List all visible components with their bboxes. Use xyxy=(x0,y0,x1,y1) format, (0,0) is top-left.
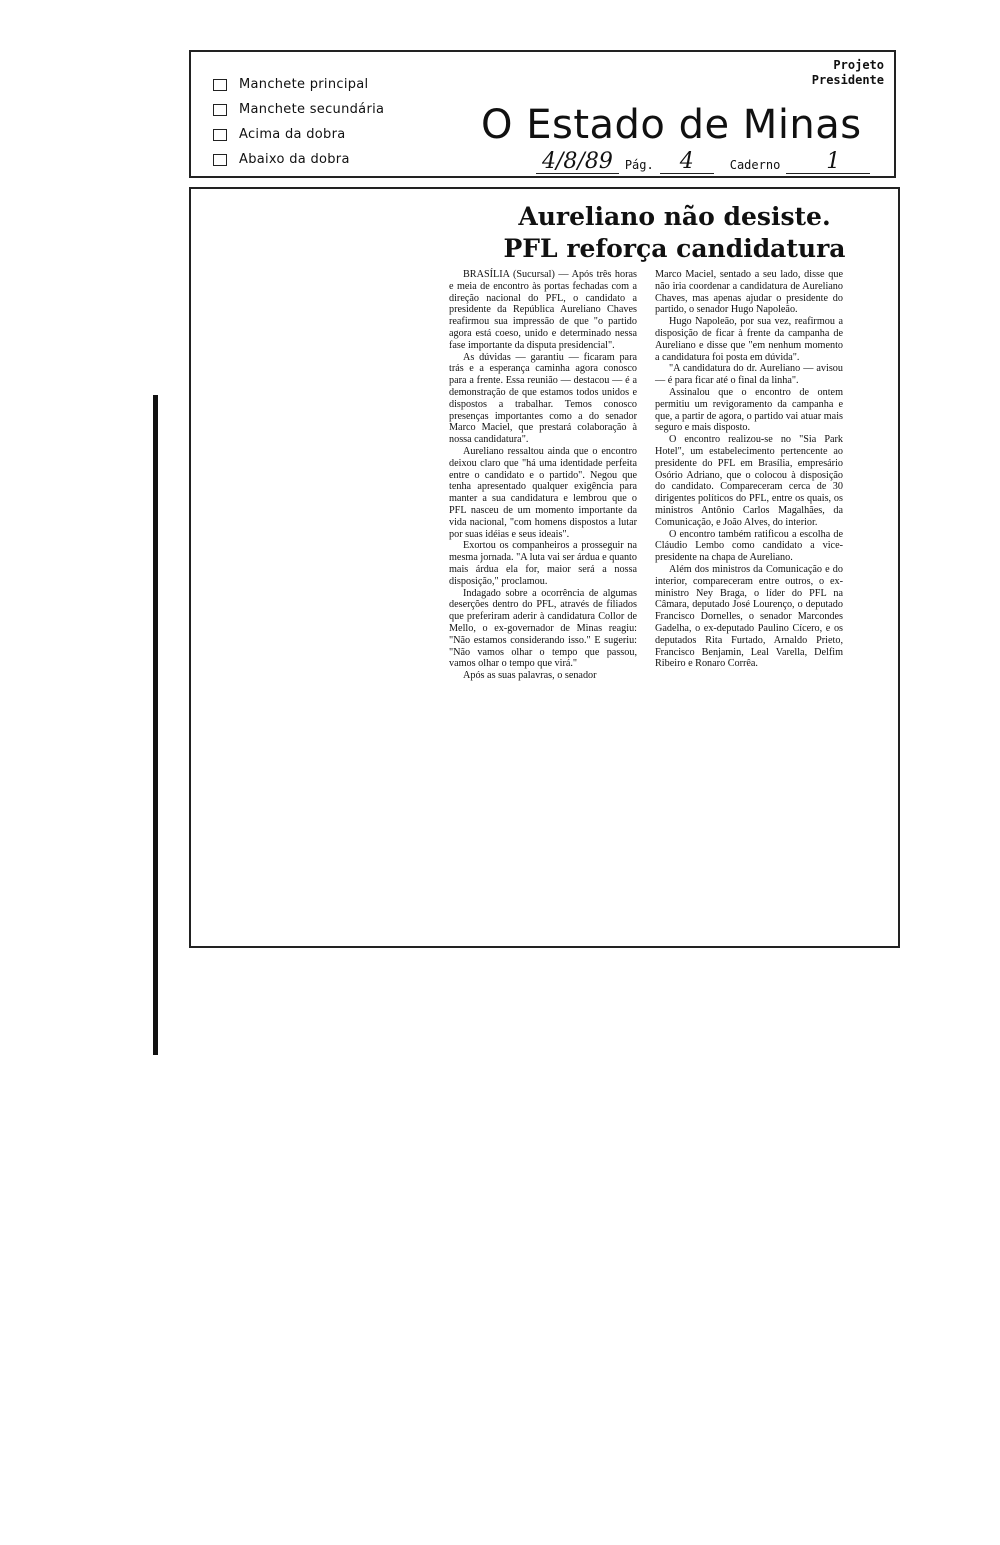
paragraph: As dúvidas — garantiu — ficaram para trás e a esperança caminha agora conosco para a frente. Essa reunião — destacou — é a demonstração de que estamos todos unidos e dispostos a trabalhar. Temos conosco presenças importantes como a do senador Marco Maciel, que prestará colaboração à nossa candidatura". xyxy=(449,351,637,446)
checkbox-icon xyxy=(213,79,227,91)
checklist-label: Manchete secundária xyxy=(239,102,385,117)
headline-line-1: Aureliano não desiste. xyxy=(518,202,831,231)
article-clipping xyxy=(189,187,900,948)
checklist-item-manchete-principal xyxy=(213,72,384,97)
paragraph: "A candidatura do dr. Aureliano — avisou — é para ficar até o final da linha". xyxy=(655,363,843,387)
headline-line-2: PFL reforça candidatura xyxy=(503,234,846,263)
paragraph: Marco Maciel, sentado a seu lado, disse que não iria coordenar a candidatura de Aureliano Chaves, mas apenas ajudar o presidente do partido, o senador Hugo Napoleão. xyxy=(655,269,843,316)
page-value: 4 xyxy=(660,151,714,174)
checklist-item-manchete-secundaria xyxy=(213,97,384,122)
scan-edge-bar xyxy=(153,395,158,1055)
paragraph: Hugo Napoleão, por sua vez, reafirmou a disposição de ficar à frente da campanha de Aureliano e disse que "em nenhum momento a candidatura foi posta em dúvida". xyxy=(655,316,843,363)
paragraph: Após as suas palavras, o senador xyxy=(463,670,597,682)
checklist-label: Abaixo da dobra xyxy=(239,152,350,167)
checklist-item-acima-da-dobra xyxy=(213,122,384,147)
article-headline xyxy=(321,201,1000,265)
checkbox-icon xyxy=(213,104,227,116)
paragraph: Exortou os companheiros a prosseguir na mesma jornada. "A luta vai ser árdua e quanto mais árdua ela for, maior será a nossa disposição," proclamou. xyxy=(449,540,637,587)
clipping-meta xyxy=(536,151,870,174)
checkbox-icon xyxy=(213,154,227,166)
section-label: Caderno xyxy=(729,158,781,172)
paragraph: Aureliano ressaltou ainda que o encontro deixou claro que "há uma identidade perfeita entre o candidato e o partido". Negou que tenha apresentado qualquer exigência para manter a sua candidatura e lembrou que o PFL nasceu de um momento importante da vida nacional, "com homens dispostos a lutar por suas idéias e seus ideais". xyxy=(449,445,637,540)
project-line-2: Presidente xyxy=(811,73,884,87)
paragraph: Indagado sobre a ocorrência de algumas deserções dentro do PFL, através de filiados que preferiram aderir à candidatura Collor de Mello, o ex-governador de Minas reagiu: "Não estamos considerando isso." E sugeriu: "Não vamos olhar o tempo que passou, vamos olhar o tempo que virá." xyxy=(449,587,637,670)
project-label xyxy=(812,58,884,88)
date-value: 4/8/89 xyxy=(536,151,619,174)
placement-checklist xyxy=(213,72,384,172)
checklist-label: Manchete principal xyxy=(239,77,369,92)
checklist-item-abaixo-da-dobra xyxy=(213,147,384,172)
paragraph: O encontro realizou-se no "Sia Park Hotel", um estabelecimento pertencente ao presidente do PFL em Brasília, empresário Osório Adriano, que o colocou à disposição do candidato. Compareceram cerca de 30 dirigentes políticos do PFL, entre os quais, os ministros Antônio Carlos Magalhães, da Comunicação, e João Alves, do interior. xyxy=(655,434,843,528)
article-column-2 xyxy=(655,269,843,670)
article-column-1 xyxy=(449,269,637,682)
page-label: Pág. xyxy=(624,158,654,172)
project-line-1: Projeto xyxy=(833,58,884,72)
paragraph: Além dos ministros da Comunicação e do interior, compareceram entre outros, o ex-ministro Ney Braga, o líder do PFL na Câmara, deputado José Lourenço, o deputado Francisco Dornelles, o senador Marcondes Gadelha, o ex-deputado Paulino Cícero, e os deputados Rita Furtado, Arnaldo Prieto, Francisco Benjamin, Leal Varella, Delfim Ribeiro e Ronaro Corrêa. xyxy=(655,563,843,670)
paragraph: BRASÍLIA (Sucursal) — Após três horas e meia de encontro às portas fechadas com a direção nacional do PFL, o candidato a presidente da República Aureliano Chaves reafirmou sua impressão de que "o partido agora está coeso, unido e determinado nessa fase importante da disputa presidencial". xyxy=(449,269,637,351)
checklist-label: Acima da dobra xyxy=(239,127,346,142)
checkbox-icon xyxy=(213,129,227,141)
paragraph: Assinalou que o encontro de ontem permitiu um revigoramento da campanha e que, a partir de agora, o partido vai atuar mais seguro e mais disposto. xyxy=(655,386,843,434)
newspaper-name: O Estado de Minas xyxy=(481,102,862,148)
paragraph: O encontro também ratificou a escolha de Cláudio Lembo como candidato a vice-presidente na chapa de Aureliano. xyxy=(655,528,843,564)
clipping-header xyxy=(189,50,896,178)
section-value: 1 xyxy=(786,151,870,174)
